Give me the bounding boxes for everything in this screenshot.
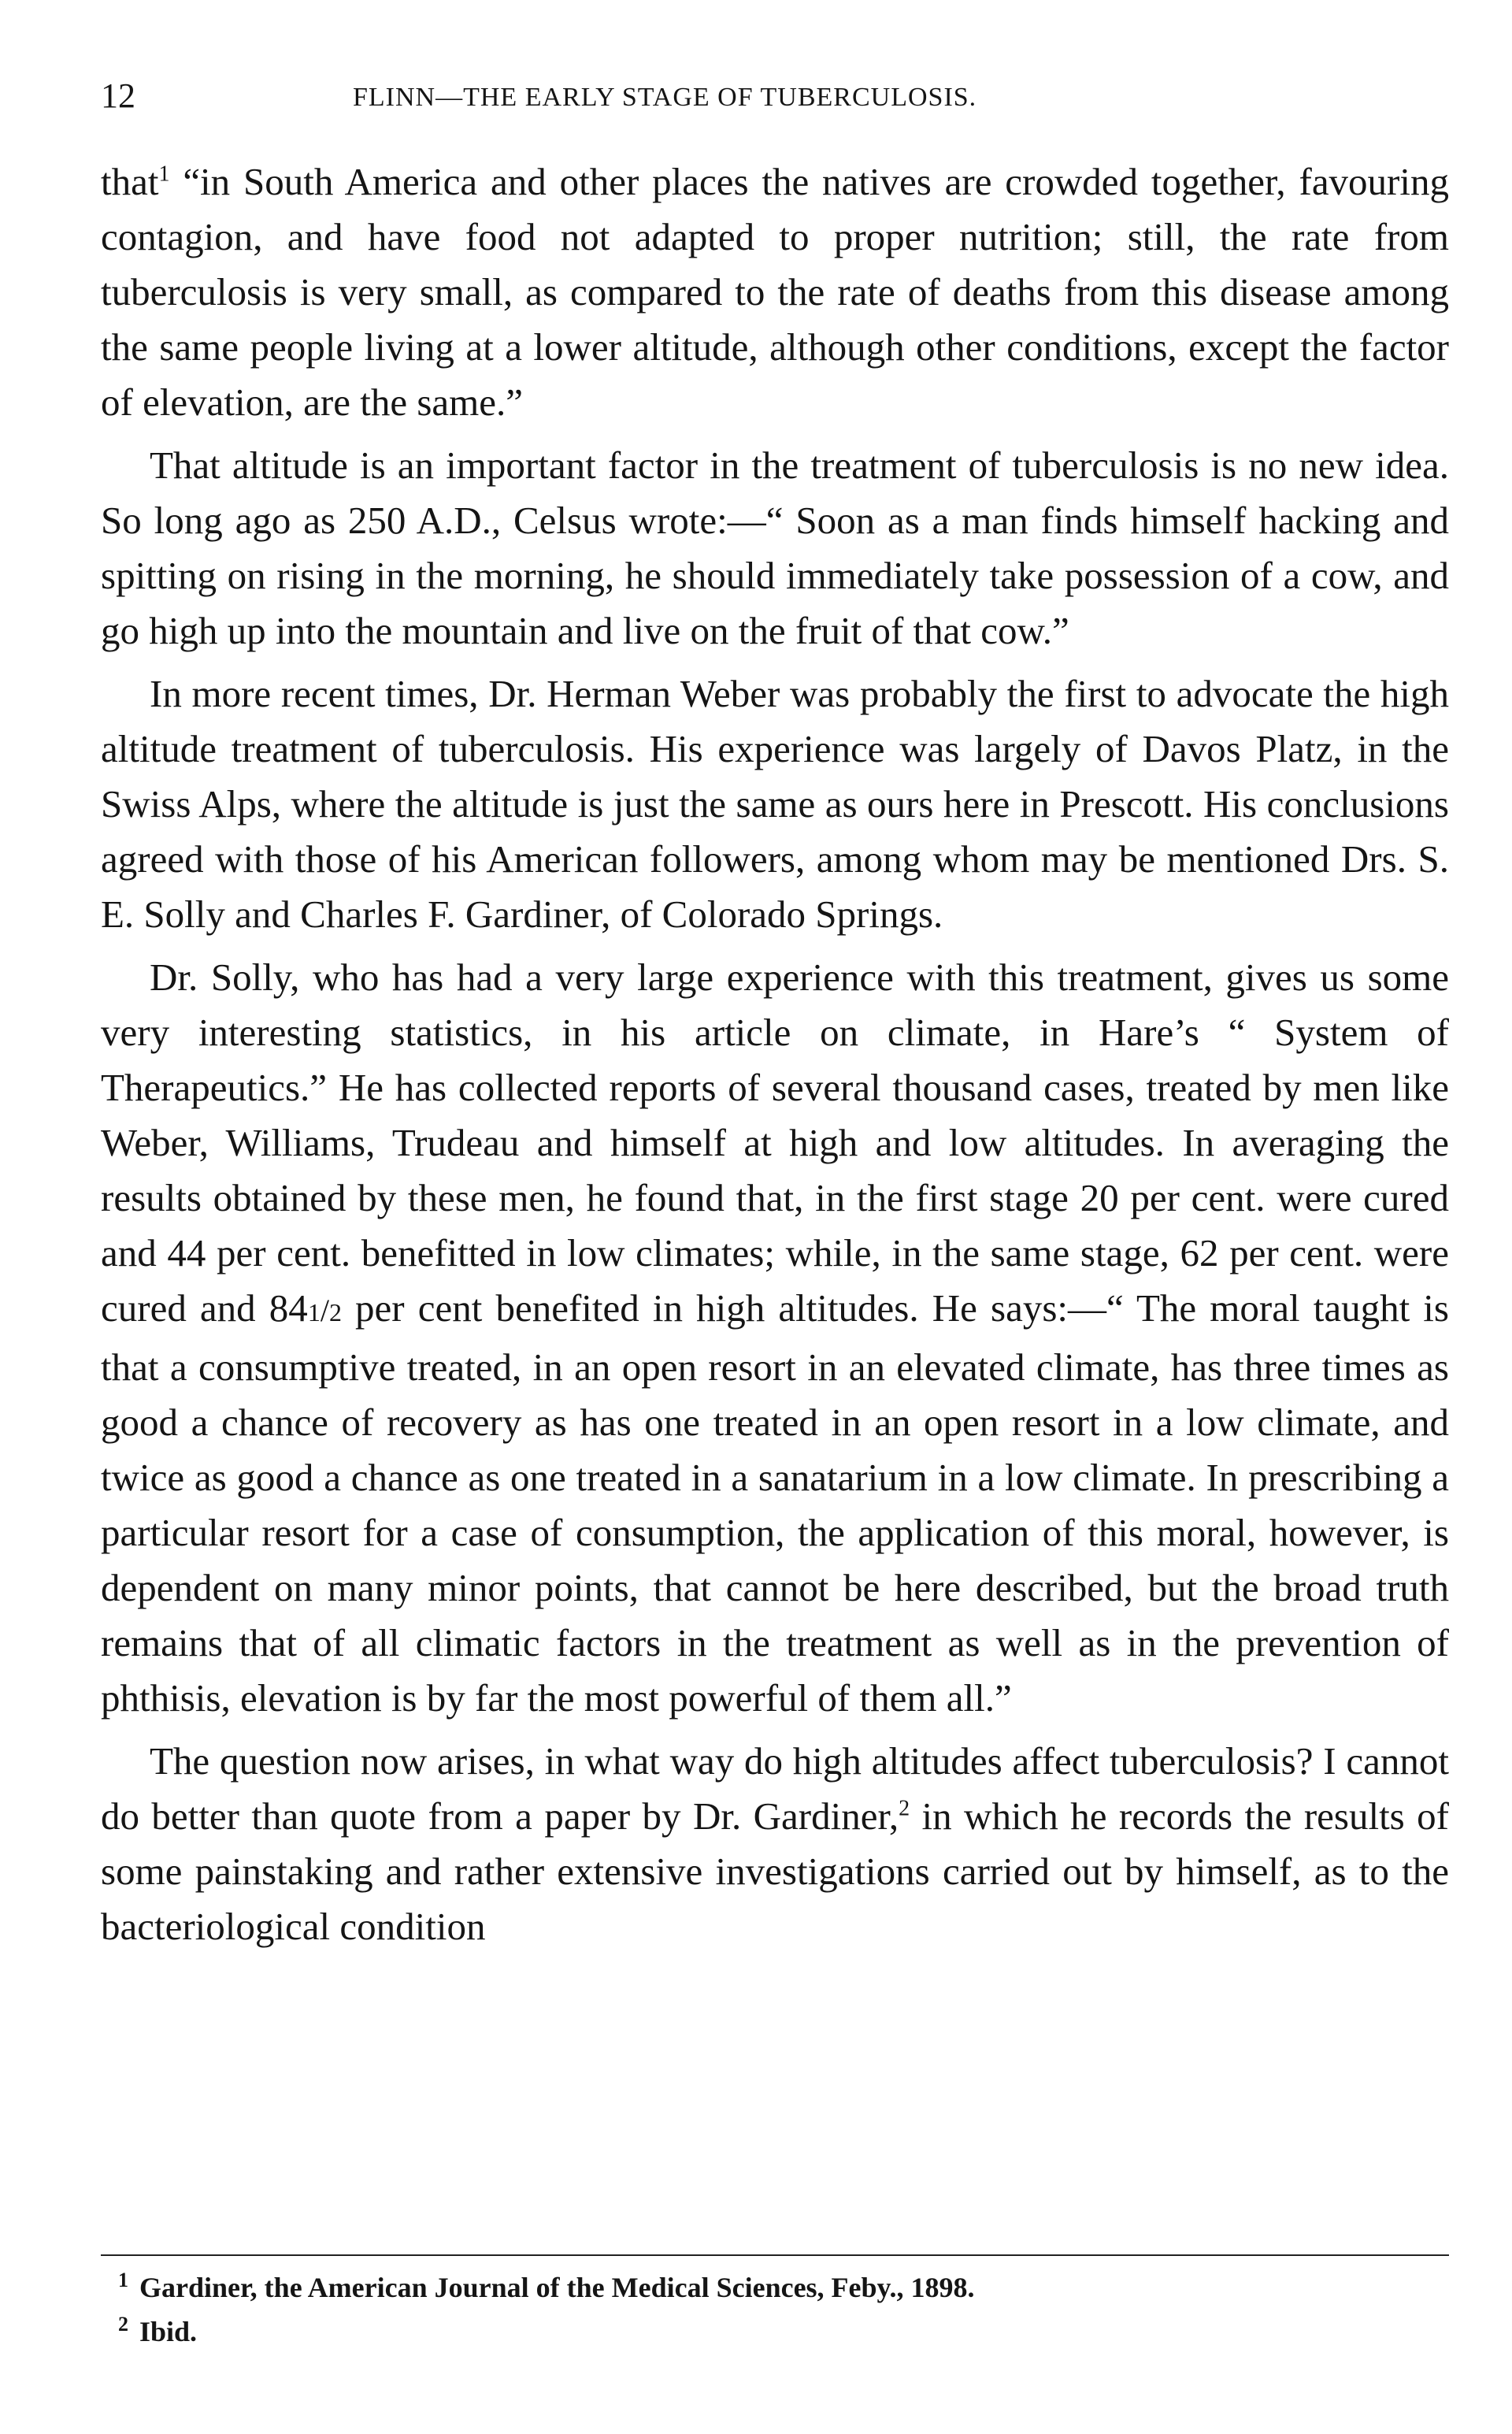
- footnote-2-text: Ibid.: [139, 2316, 198, 2347]
- paragraph-4-text-after: per cent benefited in high altitudes. He says:—“ The moral taught is that a consumptive treated, in an open resort in an elevated climate, has three times as good a chance of recovery as has one treated in an open resort in a low climate, and twice as good a chance as one treated in a sanatarium in a low climate. In prescribing a particular resort for a case of consumption, the application of this moral, however, is dependent on many minor points, that cannot be here described, but the broad truth remains that of all climatic factors in the treatment as well as in the prevention of phthisis, elevation is by far the most powerful of them all.”: [101, 1286, 1449, 1720]
- book-page: [101, 72, 1449, 1962]
- paragraph-1-text: “in South America and other places the natives are crowded together, favouring contagion, and have food not adapted to proper nutrition; still, the rate from tuberculosis is very small, as compared to the rate of deaths from this disease among the same people living at a lower altitude, although other conditions, except the factor of elevation, are the same.”: [101, 160, 1449, 424]
- paragraph-3: In more recent times, Dr. Herman Weber was probably the first to advocate the high altitude treatment of tuberculosis. His experience was largely of Davos Platz, in the Swiss Alps, where the altitude is just the same as ours here in Prescott. His conclusions agreed with those of his American followers, among whom may be mentioned Drs. S. E. Solly and Charles F. Gardiner, of Colorado Springs.: [101, 672, 1449, 936]
- footnote-1: [118, 2265, 1449, 2310]
- paragraph-1-lead: that: [101, 160, 159, 203]
- paragraph-1: [101, 154, 1449, 430]
- body-text: [101, 154, 1449, 1954]
- paragraph-4-text-before: Dr. Solly, who has had a very large experience with this treatment, gives us some very interesting statistics, in his article on climate, in Hare’s “ System of Therapeutics.” He has collected reports of several thousand cases, treated by men like Weber, Williams, Trudeau and himself at high and low altitudes. In averaging the results obtained by these men, he found that, in the first stage 20 per cent. were cured and 44 per cent. benefitted in low climates; while, in the same stage, 62 per cent. were cured and 84: [101, 955, 1449, 1330]
- footnote-1-mark: 1: [118, 2269, 128, 2291]
- page-number: 12: [101, 76, 135, 115]
- footnote-ref-2: 2: [899, 1796, 910, 1821]
- footnote-2-mark: 2: [118, 2313, 128, 2336]
- paragraph-2: That altitude is an important factor in the treatment of tuberculosis is no new idea. So long ago as 250 A.D., Celsus wrote:—“ Soon as a man finds himself hacking and spitting on rising in the morning, he should immediately take possession of a cow, and go high up into the mountain and live on the fruit of that cow.”: [101, 443, 1449, 652]
- footnote-1-text: Gardiner, the American Journal of the Medical Sciences, Feby., 1898.: [139, 2272, 975, 2303]
- paragraph-5-text-before: The question now arises, in what way do high altitudes affect tuberculosis? I cannot do better than quote from a paper by Dr. Gardiner,: [101, 1739, 1449, 1838]
- paragraph-5: [101, 1734, 1449, 1954]
- running-head: [101, 72, 1449, 120]
- footnote-divider: [101, 2254, 1449, 2256]
- paragraph-4: [101, 950, 1449, 1726]
- footnote-2: [118, 2310, 1449, 2354]
- paragraph-5-text-after: in which he records the results of some painstaking and rather extensive investigations carried out by himself, as to the bacteriological condition: [101, 1794, 1449, 1948]
- footnote-ref-1: 1: [158, 161, 170, 187]
- footnotes: [118, 2265, 1449, 2354]
- fraction-denominator: 2: [328, 1298, 342, 1326]
- fraction-numerator: 1: [307, 1298, 321, 1326]
- fraction-slash: /: [320, 1293, 329, 1328]
- running-title: FLINN—THE EARLY STAGE OF TUBERCULOSIS.: [353, 83, 977, 112]
